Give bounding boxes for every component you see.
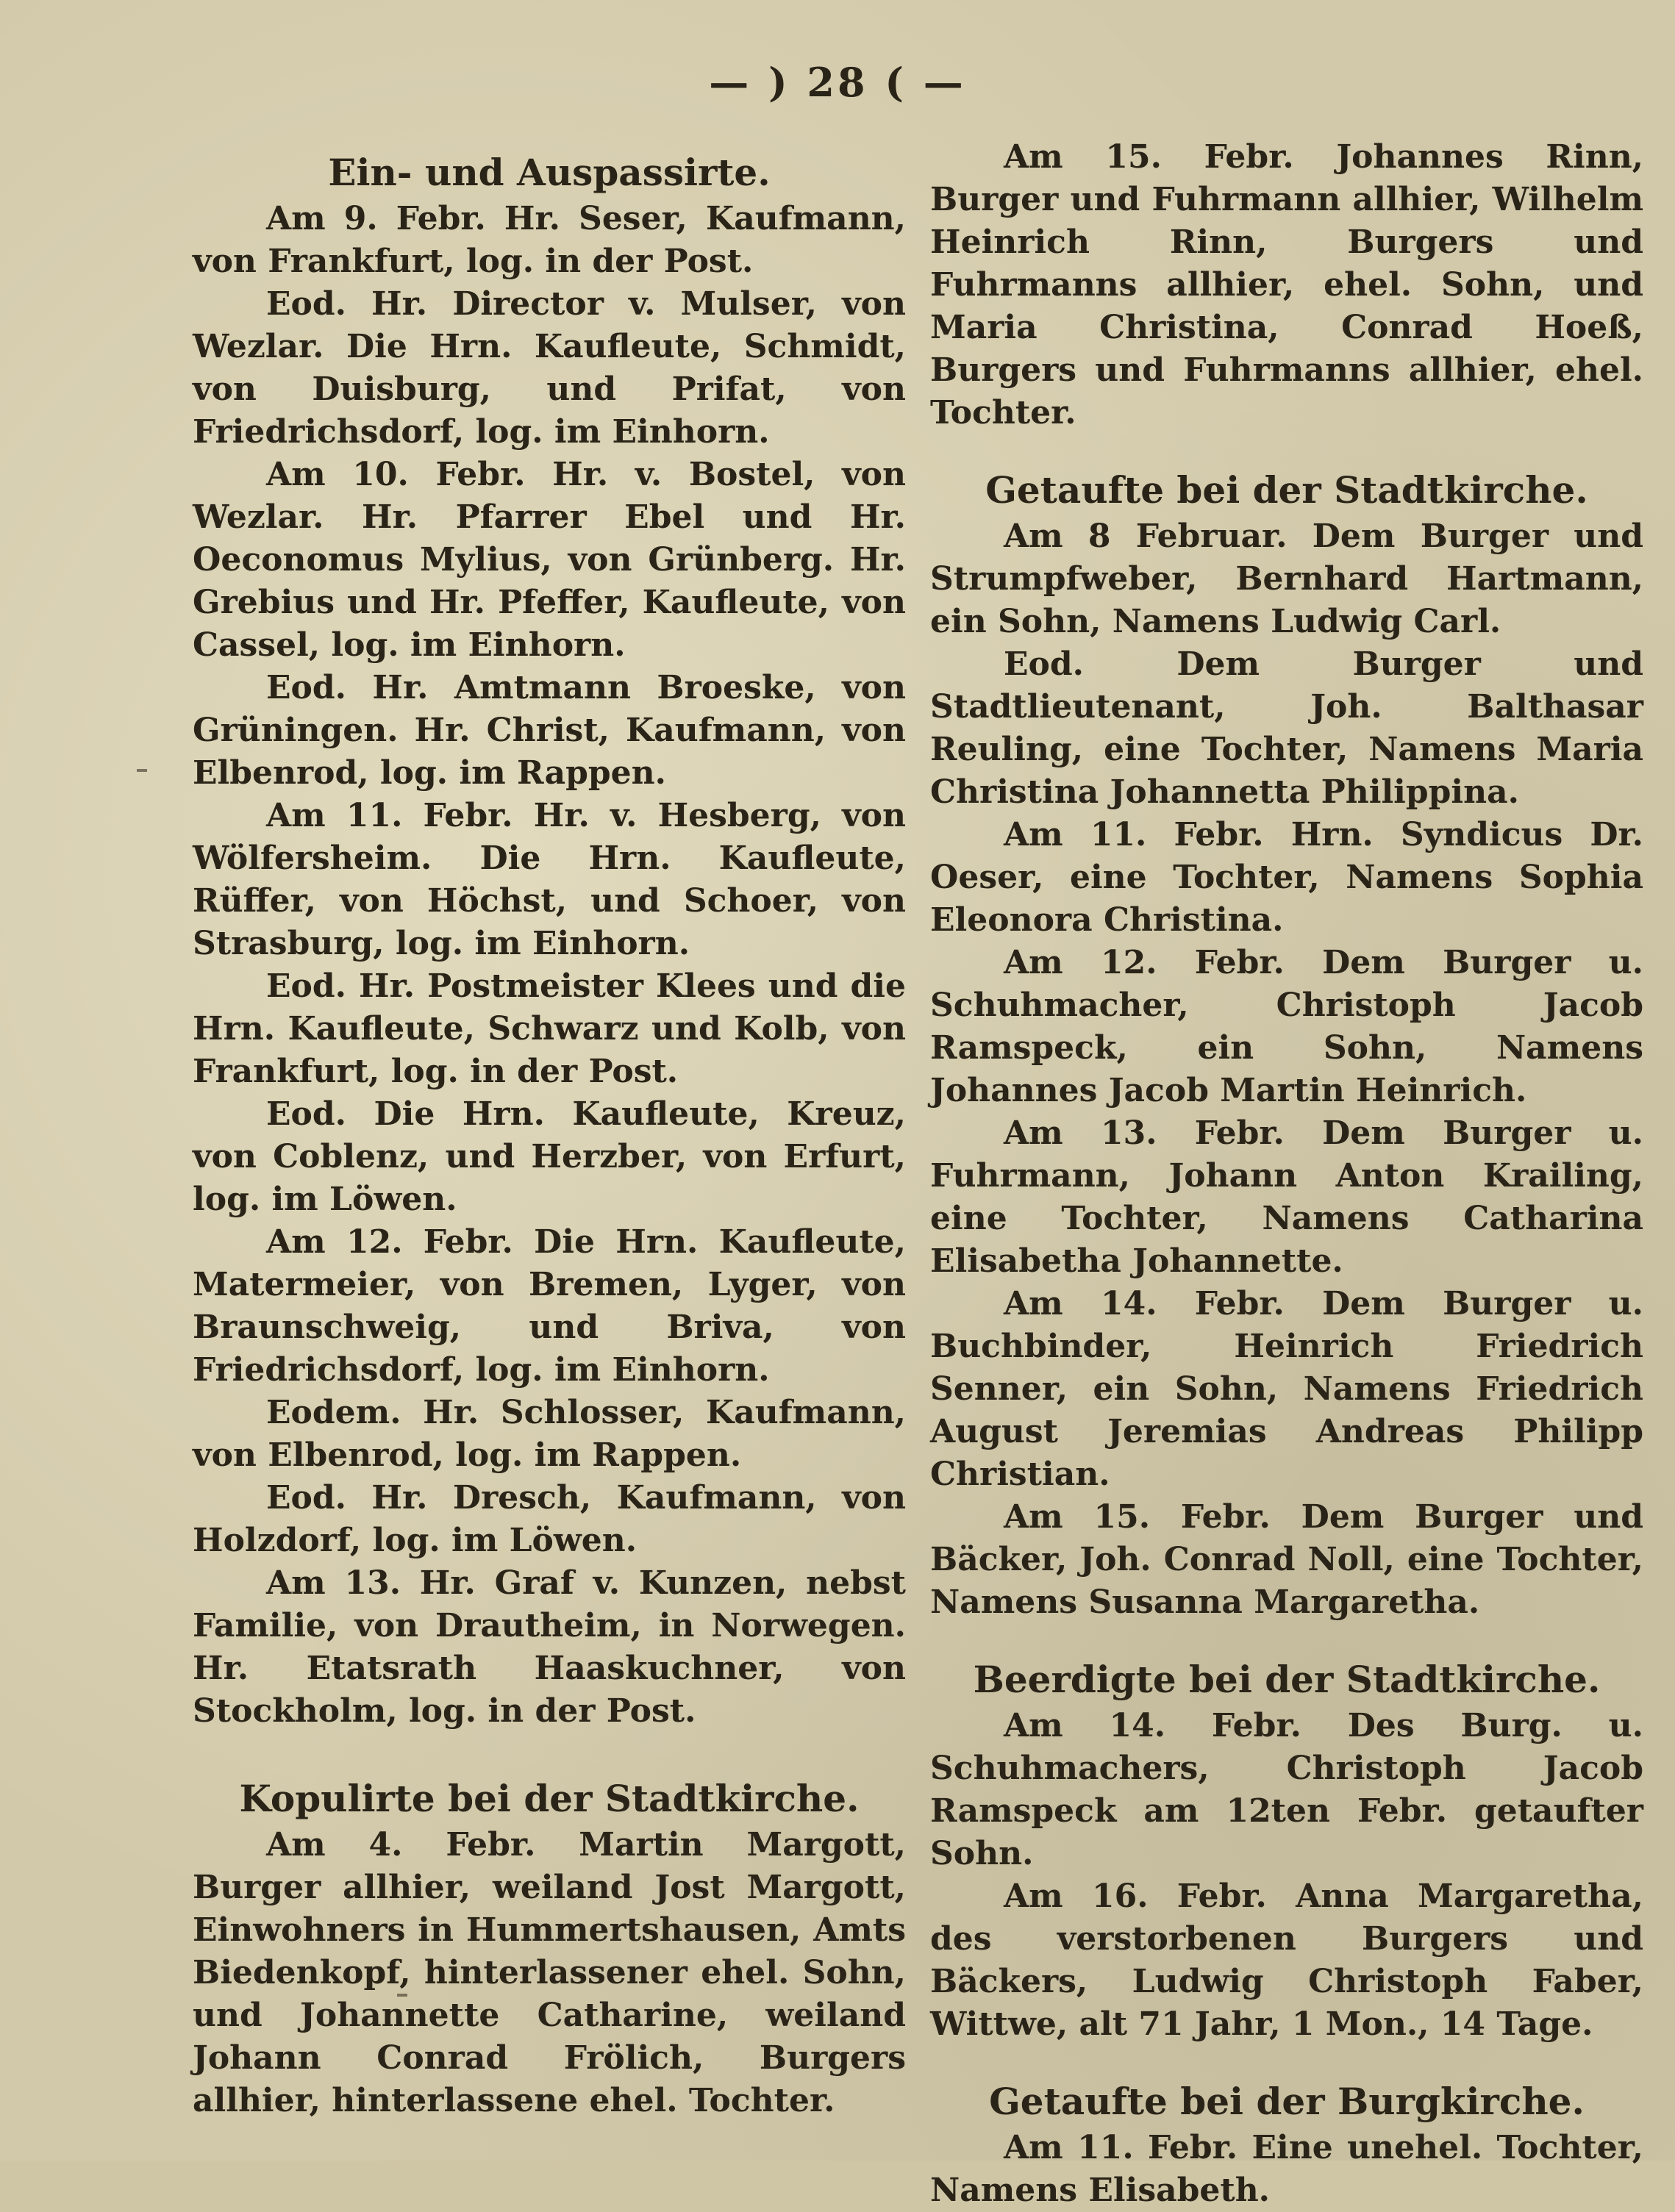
entry: Eod. Hr. Director v. Mulser, von Wezlar. Die Hrn. Kaufleute, Schmidt, von Duisburg, und Prifat, von Friedrichsdorf, log. im Einhorn. [193, 285, 906, 451]
entry: Am 14. Febr. Dem Burger u. Buchbinder, Heinrich Friedrich Senner, ein Sohn, Namens Friedrich August Jeremias Andreas Philipp Christian. [930, 1285, 1643, 1493]
entry: Am 10. Febr. Hr. v. Bostel, von Wezlar. Hr. Pfarrer Ebel und Hr. Oeconomus Mylius, von Grünberg. Hr. Grebius und Hr. Pfeffer, Kaufleute, von Cassel, log. im Einhorn. [193, 456, 906, 664]
left-column [193, 151, 906, 2122]
section-title-baptisms-stadtkirche: Getaufte bei der Stadtkirche. [985, 468, 1588, 512]
entry: Am 11. Febr. Hrn. Syndicus Dr. Oeser, eine Tochter, Namens Sophia Eleonora Christina. [930, 816, 1643, 939]
entry: Am 14. Febr. Des Burg. u. Schuhmachers, Christoph Jacob Ramspeck am 12ten Febr. getaufter Sohn. [930, 1707, 1643, 1872]
page-number-header: — ) 28 ( — [709, 59, 966, 106]
entry: Am 13. Febr. Dem Burger u. Fuhrmann, Johann Anton Krailing, eine Tochter, Namens Catharina Elisabetha Johannette. [930, 1114, 1643, 1280]
entry: Eodem. Hr. Schlosser, Kaufmann, von Elbenrod, log. im Rappen. [193, 1394, 906, 1474]
entry: Eod. Dem Burger und Stadtlieutenant, Joh. Balthasar Reuling, eine Tochter, Namens Maria Christina Johannetta Philippina. [930, 645, 1643, 811]
entry: Am 12. Febr. Dem Burger u. Schuhmacher, Christoph Jacob Ramspeck, ein Sohn, Namens Johannes Jacob Martin Heinrich. [930, 944, 1643, 1109]
right-column [930, 136, 1643, 2212]
entry: Eod. Hr. Dresch, Kaufmann, von Holzdorf, log. im Löwen. [193, 1479, 906, 1559]
entry: Am 8 Februar. Dem Burger und Strumpfweber, Bernhard Hartmann, ein Sohn, Namens Ludwig Carl. [930, 518, 1643, 640]
section-title-burials-stadtkirche: Beerdigte bei der Stadtkirche. [973, 1658, 1601, 1701]
entry-marriage-continued: Am 15. Febr. Johannes Rinn, Burger und Fuhrmann allhier, Wilhelm Heinrich Rinn, Burgers und Fuhrmanns allhier, ehel. Sohn, und Maria Christina, Conrad Hoeß, Burgers und Fuhrmanns allhier, ehel. Tochter. [930, 138, 1643, 432]
section-title-passengers: Ein- und Auspassirte. [328, 151, 771, 194]
section-title-marriages: Kopulirte bei der Stadtkirche. [239, 1777, 860, 1820]
entry: Am 13. Hr. Graf v. Kunzen, nebst Familie, von Drautheim, in Norwegen. Hr. Etatsrath Haaskuchner, von Stockholm, log. in der Post. [193, 1564, 906, 1730]
entry: Am 11. Febr. Hr. v. Hesberg, von Wölfersheim. Die Hrn. Kaufleute, Rüffer, von Höchst, und Schoer, von Strasburg, log. im Einhorn. [193, 797, 906, 962]
entry: Am 16. Febr. Anna Margaretha, des verstorbenen Burgers und Bäckers, Ludwig Christoph Faber, Wittwe, alt 71 Jahr, 1 Mon., 14 Tage. [930, 1878, 1643, 2043]
entry: Am 4. Febr. Martin Margott, Burger allhier, weiland Jost Margott, Einwohners in Hummertshausen, Amts Biedenkopf, hinterlassener ehel. Sohn, und Johannette Catharine, weiland Johann Conrad Frölich, Burgers allhier, hinterlassene ehel. Tochter. [193, 1826, 906, 2119]
entry: Am 15. Febr. Dem Burger und Bäcker, Joh. Conrad Noll, eine Tochter, Namens Susanna Margaretha. [930, 1498, 1643, 1621]
entry: Eod. Hr. Postmeister Klees und die Hrn. Kaufleute, Schwarz und Kolb, von Frankfurt, log. in der Post. [193, 967, 906, 1090]
entry: Eod. Hr. Amtmann Broeske, von Grüningen. Hr. Christ, Kaufmann, von Elbenrod, log. im Rappen. [193, 669, 906, 792]
entry: Am 9. Febr. Hr. Seser, Kaufmann, von Frankfurt, log. in der Post. [193, 200, 906, 280]
ink-speck [137, 769, 147, 772]
entry: Eod. Die Hrn. Kaufleute, Kreuz, von Coblenz, und Herzber, von Erfurt, log. im Löwen. [193, 1095, 906, 1218]
section-title-baptisms-burgkirche: Getaufte bei der Burgkirche. [989, 2080, 1585, 2123]
entry: Am 11. Febr. Eine unehel. Tochter, Namens Elisabeth. [930, 2129, 1643, 2209]
entry: Am 12. Febr. Die Hrn. Kaufleute, Matermeier, von Bremen, Lyger, von Braunschweig, und Briva, von Friedrichsdorf, log. im Einhorn. [193, 1223, 906, 1389]
ink-speck [397, 1994, 407, 1997]
